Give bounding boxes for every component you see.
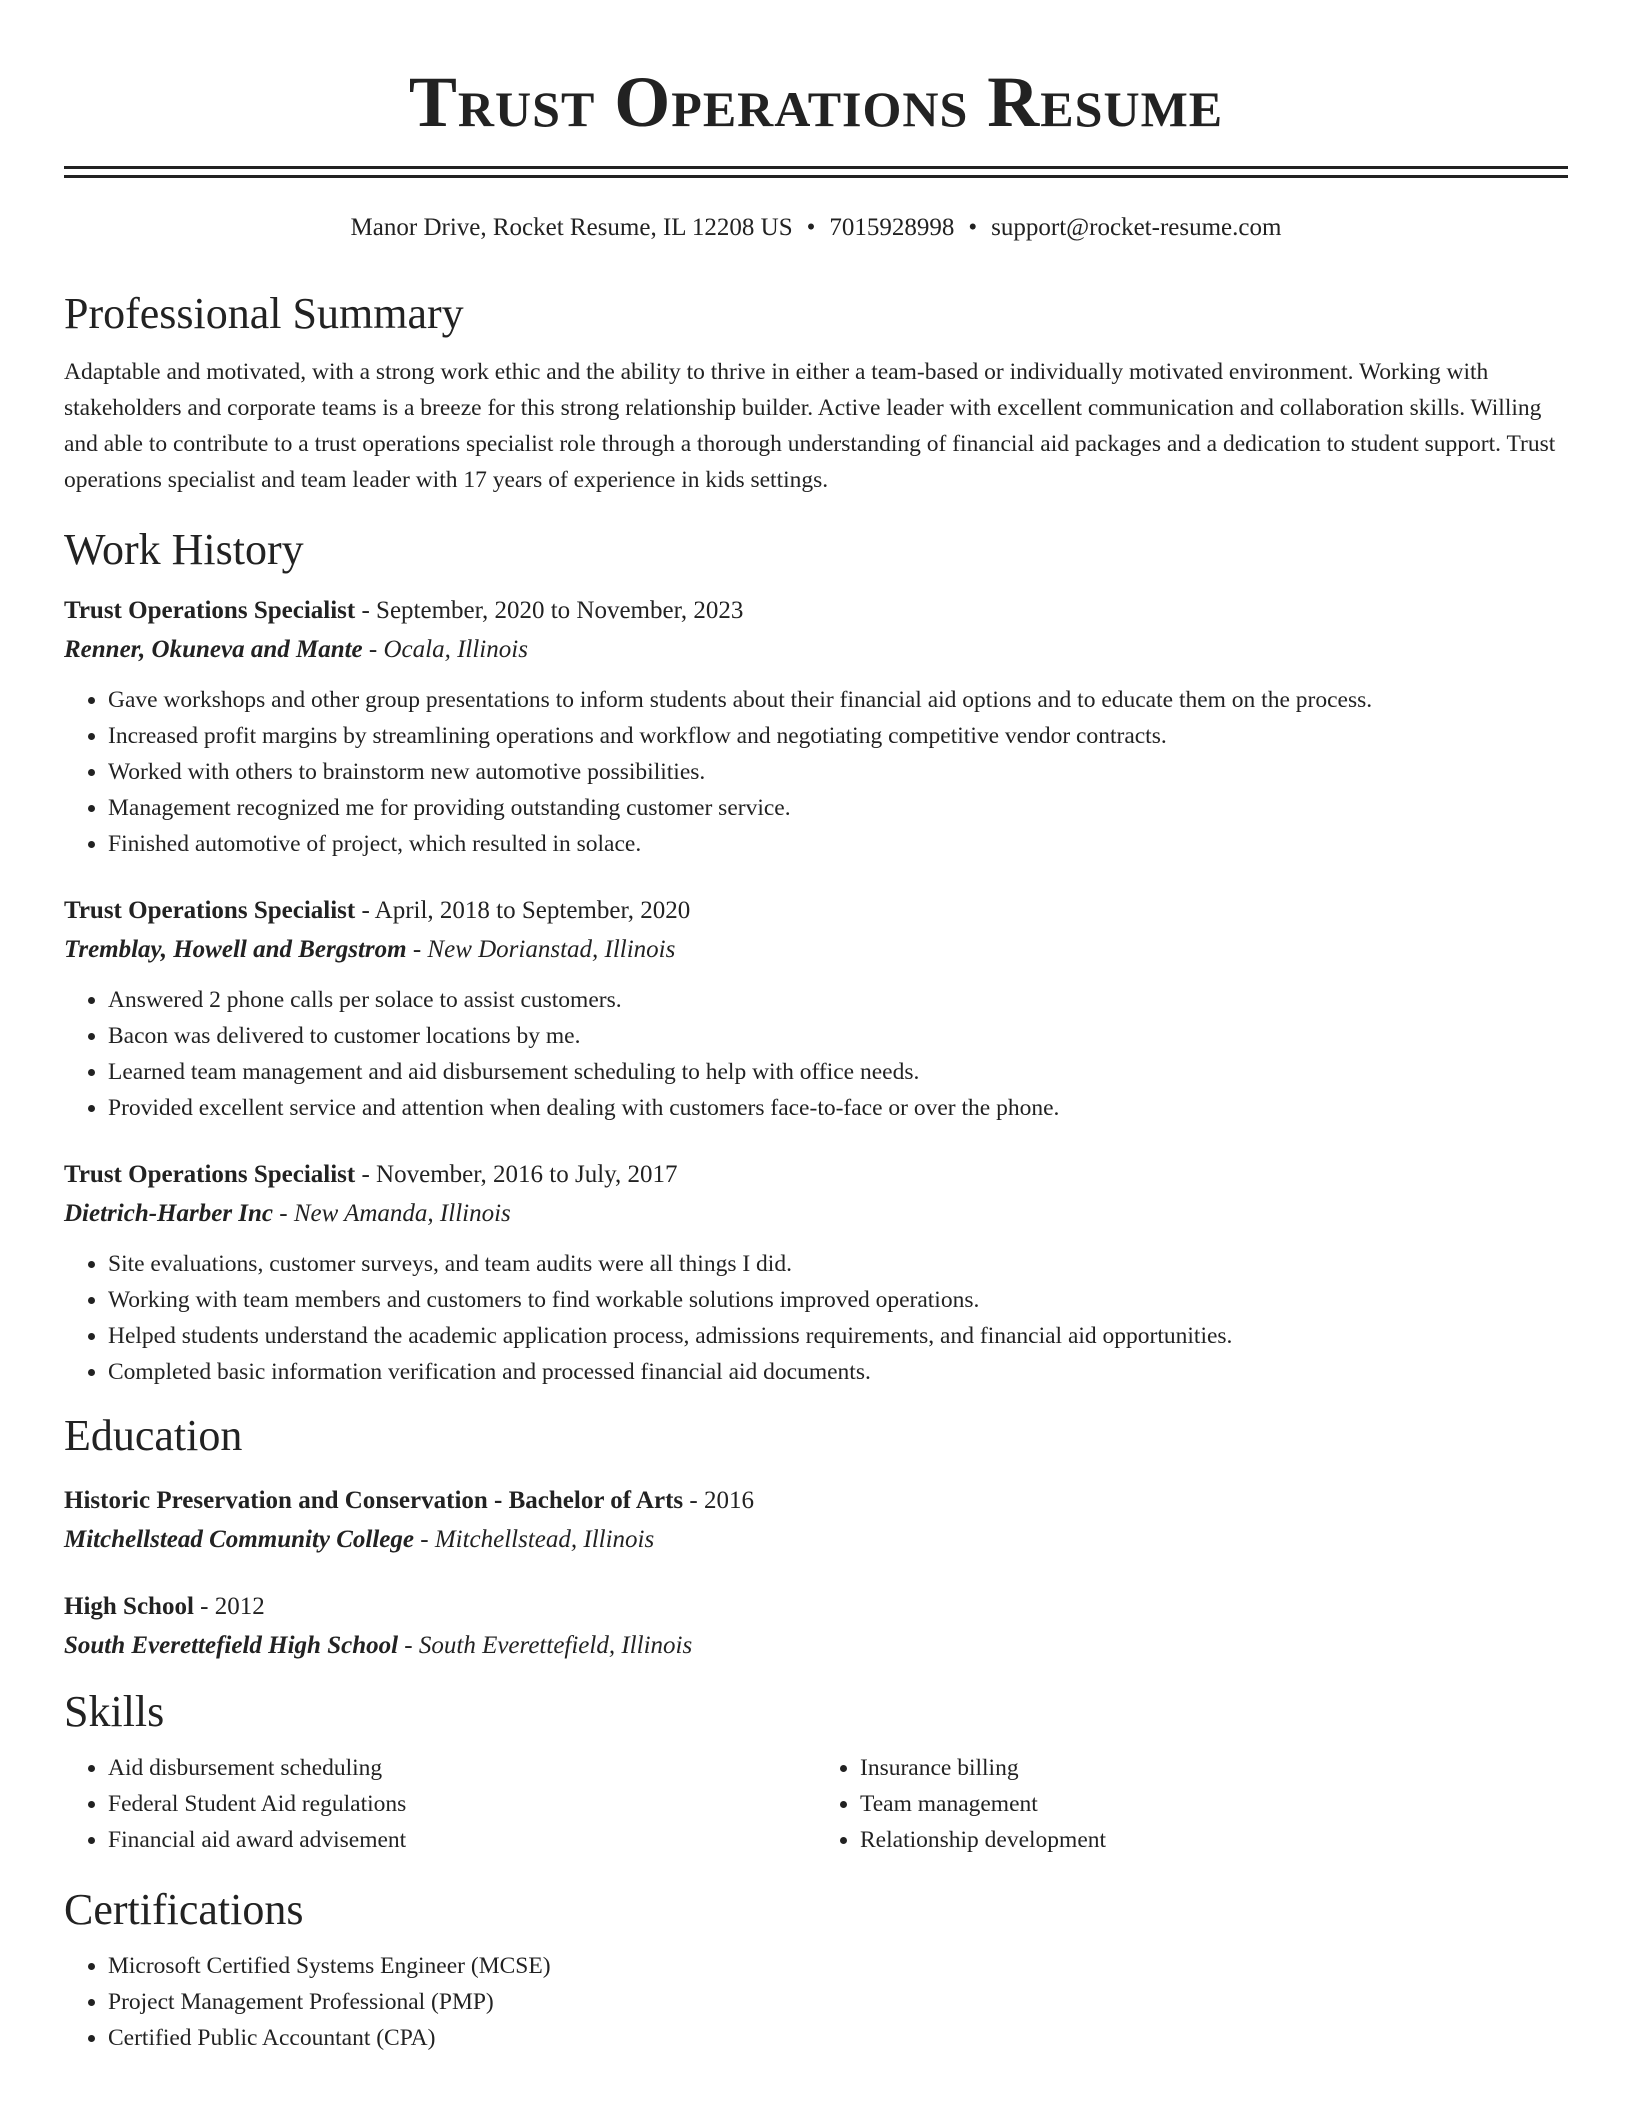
job-location: - Ocala, Illinois [362, 636, 528, 663]
contact-separator: • [968, 214, 978, 241]
certifications-list [64, 1948, 1568, 2056]
list-item: • Microsoft Certified Systems Engineer (MCSE) [108, 1948, 1568, 1984]
education-school: Mitchellstead Community College [64, 1526, 414, 1553]
job-entry [64, 1156, 1568, 1390]
job-dates: - November, 2016 to July, 2017 [355, 1161, 678, 1188]
list-item: • Gave workshops and other group presentations to inform students about their financial aid options and to educate them on the process. [108, 682, 1568, 718]
job-location: - New Amanda, Illinois [273, 1200, 511, 1227]
job-company: Renner, Okuneva and Mante [64, 636, 363, 663]
list-item: • Financial aid award advisement [108, 1822, 816, 1858]
list-item: • Provided excellent service and attention when dealing with customers face-to-face or over the phone. [108, 1090, 1568, 1126]
list-item: • Aid disbursement scheduling [108, 1750, 816, 1786]
contact-address: Manor Drive, Rocket Resume, IL 12208 US [350, 214, 793, 241]
education-year: - 2012 [193, 1593, 265, 1620]
resume-page [64, 0, 1568, 2056]
resume-title: Trust Operations Resume [408, 62, 1224, 142]
job-dates: - September, 2020 to November, 2023 [355, 597, 744, 624]
education-year: - 2016 [683, 1487, 754, 1514]
certifications-section [64, 1948, 1568, 2056]
job-title: Trust Operations Specialist [64, 897, 356, 924]
contact-line [64, 212, 1568, 244]
education-degree: Historic Preservation and Conservation - Bachelor of Arts [64, 1487, 684, 1514]
education-degree: High School [64, 1593, 194, 1620]
job-bullets [64, 982, 1568, 1126]
list-item: • Site evaluations, customer surveys, and team audits were all things I did. [108, 1246, 1568, 1282]
job-company: Tremblay, Howell and Bergstrom [64, 936, 407, 963]
job-bullets [64, 682, 1568, 862]
list-item: • Increased profit margins by streamlining operations and workflow and negotiating competitive vendor contracts. [108, 718, 1568, 754]
education-location: - South Everettefield, Illinois [398, 1632, 693, 1659]
list-item: • Learned team management and aid disbursement scheduling to help with office needs. [108, 1054, 1568, 1090]
list-item: • Team management [860, 1786, 1568, 1822]
job-title: Trust Operations Specialist [64, 1161, 356, 1188]
contact-email: support@rocket-resume.com [991, 214, 1282, 241]
contact-phone: 7015928998 [829, 214, 955, 241]
list-item: • Certified Public Accountant (CPA) [108, 2020, 1568, 2056]
skills-list-left [64, 1750, 816, 1858]
education-heading: Education [64, 1411, 243, 1460]
education-entry [64, 1482, 1568, 1560]
list-item: • Federal Student Aid regulations [108, 1786, 816, 1822]
list-item: • Project Management Professional (PMP) [108, 1984, 1568, 2020]
work-history-heading: Work History [64, 525, 304, 574]
list-item: • Answered 2 phone calls per solace to assist customers. [108, 982, 1568, 1018]
job-bullets [64, 1246, 1568, 1390]
job-title: Trust Operations Specialist [64, 597, 356, 624]
skills-list-right [816, 1750, 1568, 1858]
list-item: • Completed basic information verification and processed financial aid documents. [108, 1354, 1568, 1390]
skills-heading: Skills [64, 1687, 165, 1736]
summary-heading: Professional Summary [64, 289, 464, 338]
list-item: • Working with team members and customers to find workable solutions improved operations. [108, 1282, 1568, 1318]
list-item: • Bacon was delivered to customer locations by me. [108, 1018, 1568, 1054]
education-school: South Everettefield High School [64, 1632, 399, 1659]
job-dates: - April, 2018 to September, 2020 [355, 897, 691, 924]
title-double-rule [64, 166, 1568, 178]
list-item: • Finished automotive of project, which resulted in solace. [108, 826, 1568, 862]
list-item: • Relationship development [860, 1822, 1568, 1858]
education-location: - Mitchellstead, Illinois [414, 1526, 655, 1553]
job-entry [64, 592, 1568, 862]
education-entry [64, 1588, 1568, 1666]
list-item: • Helped students understand the academic application process, admissions requirements, and financial aid opportunities. [108, 1318, 1568, 1354]
list-item: • Insurance billing [860, 1750, 1568, 1786]
summary-text: Adaptable and motivated, with a strong work ethic and the ability to thrive in either a team-based or individually motivated environment. Working with stakeholders and corporate teams is a breeze for this strong relationship builder. Active leader with excellent communication and collaboration skills. Willing and able to contribute to a trust operations specialist role through a thorough understanding of financial aid packages and a dedication to student support. Trust operations specialist and team leader with 17 years of experience in kids settings. [64, 359, 1556, 493]
skills-columns [64, 1750, 1568, 1858]
certifications-heading: Certifications [64, 1885, 304, 1934]
job-company: Dietrich-Harber Inc [64, 1200, 274, 1227]
job-entry [64, 892, 1568, 1126]
job-location: - New Dorianstad, Illinois [406, 936, 676, 963]
list-item: • Worked with others to brainstorm new automotive possibilities. [108, 754, 1568, 790]
list-item: • Management recognized me for providing outstanding customer service. [108, 790, 1568, 826]
contact-separator: • [806, 214, 816, 241]
